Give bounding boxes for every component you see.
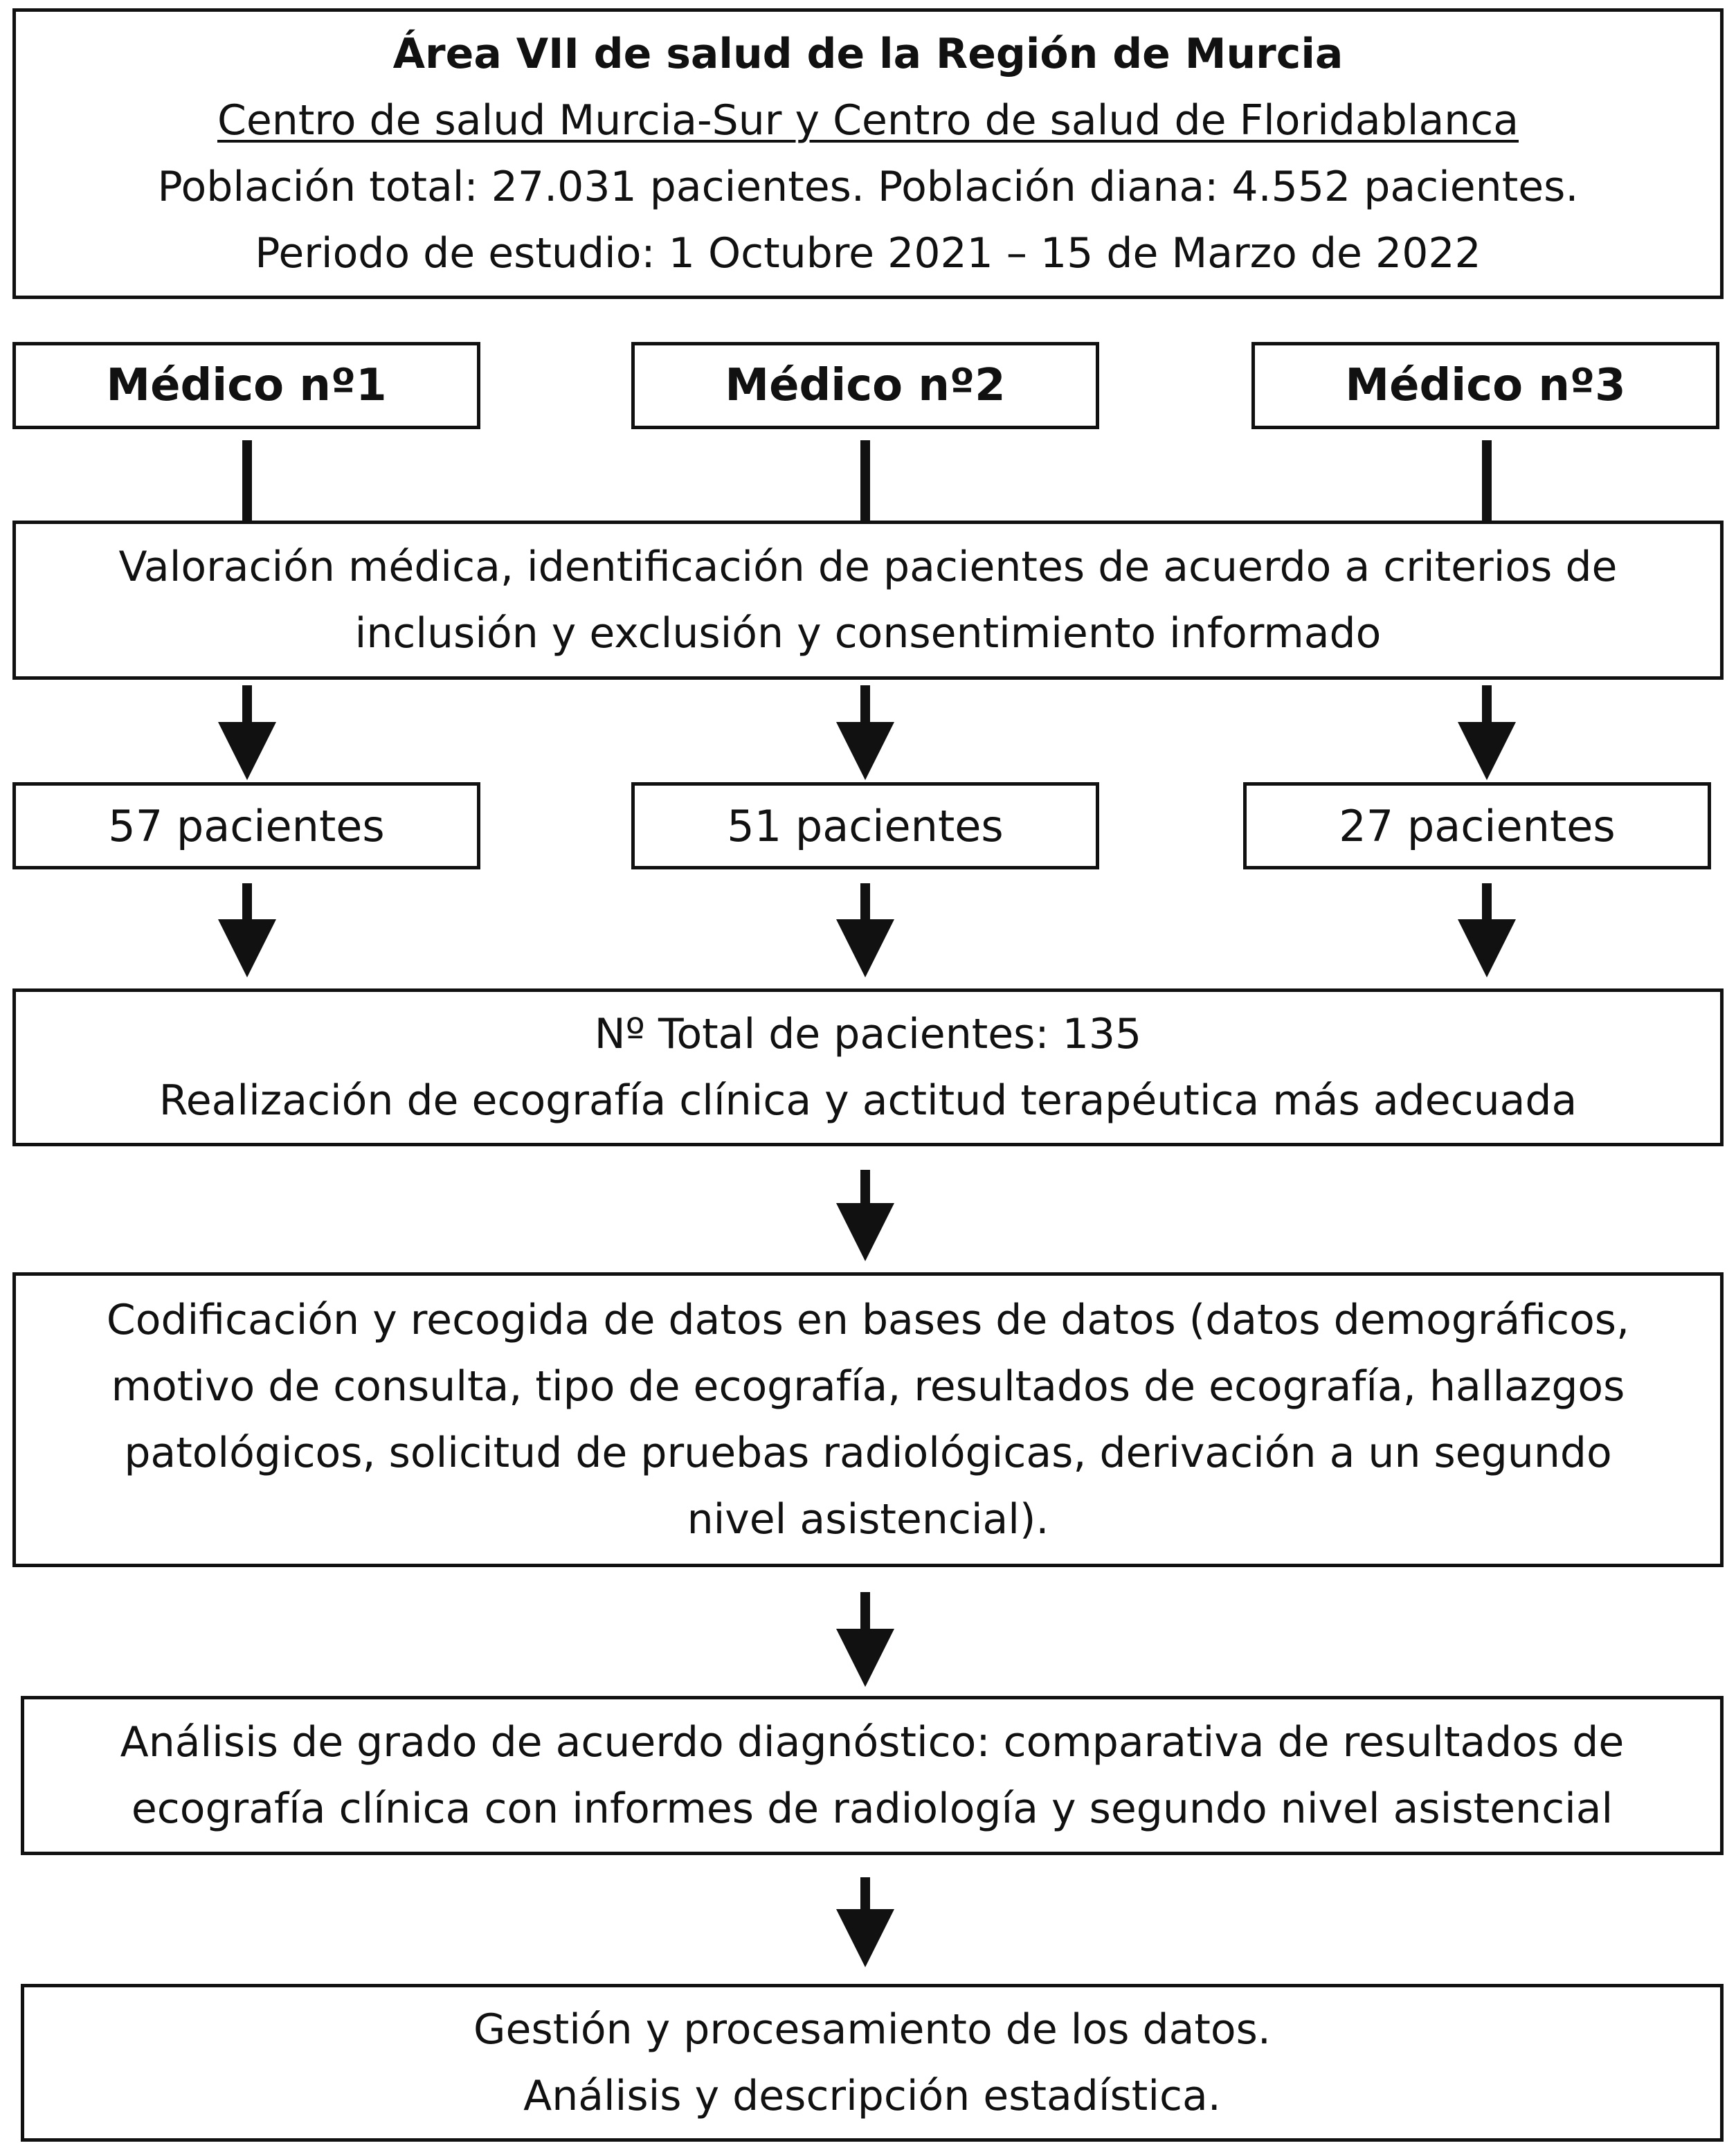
assessment-line-2: inclusión y exclusión y consentimiento informado — [354, 609, 1382, 658]
doctor-label-1: Médico nº1 — [106, 360, 387, 411]
coding-line-2: motivo de consulta, tipo de ecografía, resultados de ecografía, hallazgos — [111, 1362, 1625, 1411]
doctor-label-2: Médico nº2 — [725, 360, 1006, 411]
doctor-box-2 — [631, 342, 1099, 429]
patients-box-3 — [1243, 782, 1711, 869]
analysis-line-2: ecografía clínica con informes de radiología y segundo nivel asistencial — [131, 1785, 1613, 1833]
patients-box-2 — [631, 782, 1099, 869]
total-patients: Nº Total de pacientes: 135 — [594, 1010, 1142, 1058]
data-processing-box — [21, 1984, 1724, 2142]
patients-count-1: 57 pacientes — [108, 800, 385, 851]
data-coding-box — [12, 1272, 1724, 1567]
analysis-line-1: Análisis de grado de acuerdo diagnóstico: comparativa de resultados de — [120, 1718, 1625, 1767]
health-centers: Centro de salud Murcia-Sur y Centro de salud de Floridablanca — [217, 96, 1519, 145]
assessment-line-1: Valoración médica, identificación de pacientes de acuerdo a criterios de — [118, 543, 1618, 591]
coding-line-1: Codificación y recogida de datos en bases de datos (datos demográficos, — [106, 1296, 1630, 1344]
patients-box-1 — [12, 782, 480, 869]
doctor-box-3 — [1251, 342, 1719, 429]
doctor-box-1 — [12, 342, 480, 429]
coding-line-4: nivel asistencial). — [687, 1495, 1049, 1544]
patients-count-3: 27 pacientes — [1339, 800, 1616, 851]
total-patients-box — [12, 988, 1724, 1146]
clinical-ultrasound: Realización de ecografía clínica y actitud terapéutica más adecuada — [159, 1076, 1577, 1125]
doctor-label-3: Médico nº3 — [1345, 360, 1626, 411]
area-title: Área VII de salud de la Región de Murcia — [392, 30, 1344, 78]
diagnostic-agreement-box — [21, 1696, 1724, 1855]
processing-line-2: Análisis y descripción estadística. — [523, 2072, 1221, 2120]
study-period: Periodo de estudio: 1 Octubre 2021 – 15 de Marzo de 2022 — [255, 229, 1481, 278]
processing-line-1: Gestión y procesamiento de los datos. — [473, 2005, 1271, 2054]
population-info: Población total: 27.031 pacientes. Población diana: 4.552 pacientes. — [157, 163, 1579, 211]
assessment-box — [12, 521, 1724, 680]
study-header-box — [12, 8, 1724, 299]
patients-count-2: 51 pacientes — [727, 800, 1004, 851]
coding-line-3: patológicos, solicitud de pruebas radiológicas, derivación a un segundo — [124, 1429, 1612, 1477]
